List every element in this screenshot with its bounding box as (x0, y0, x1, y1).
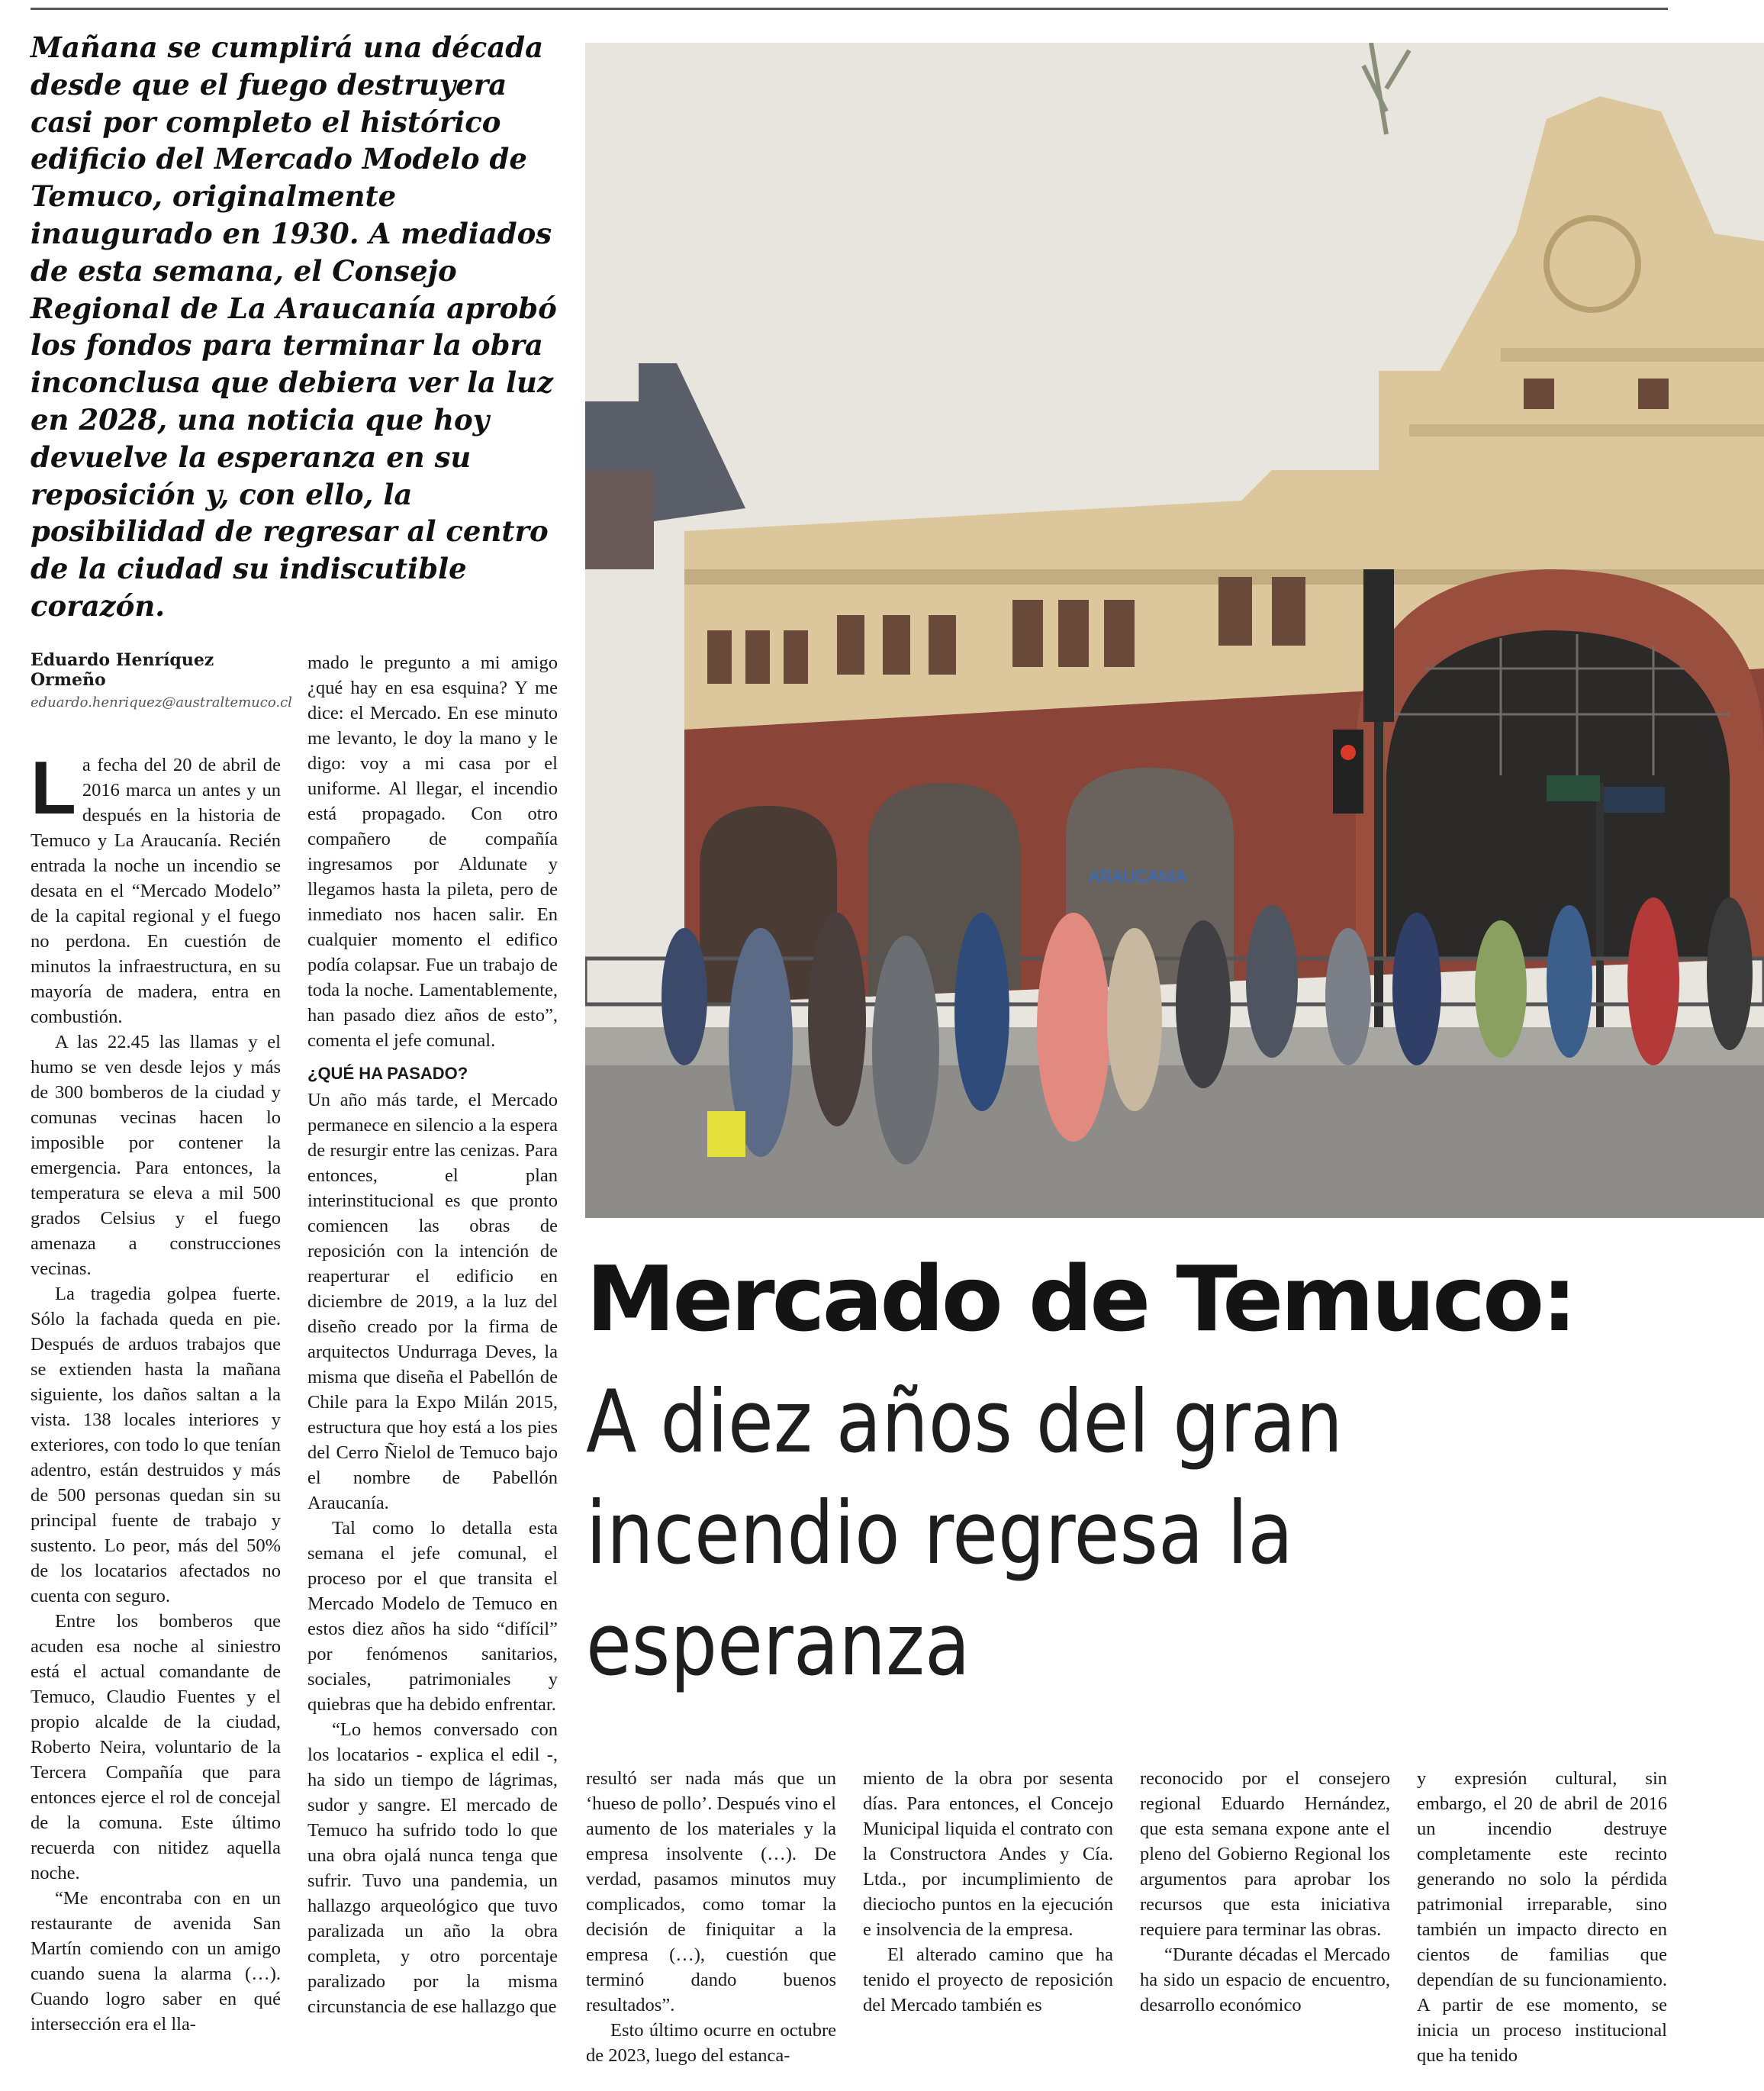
body-column-5 (1140, 1766, 1390, 2018)
market-facade-photo (585, 43, 1764, 1218)
body-paragraph: miento de la obra por sesenta días. Para entonces, el Concejo Municipal liquida el contrato con la Constructora Andes y Cía. Ltda., por incumplimiento de dieciocho puntos en la ejecución e insolvencia de la empresa. (863, 1768, 1113, 1940)
body-paragraph: y expresión cultural, sin embargo, el 20 de abril de 2016 un incendio destruye completamente este recinto generando no solo la pérdida patrimonial irreparable, sino también un impacto directo en cientos de familias que dependían de su funcionamiento. A partir de ese momento, se inicia un proceso institucional que ha tenido (1417, 1768, 1667, 2066)
body-column-1 (31, 746, 281, 2037)
body-column-3 (586, 1766, 836, 2068)
body-paragraph: El alterado camino que ha tenido el proyecto de reposición del Mercado también es (863, 1944, 1113, 2015)
section-subtitle: ¿QUÉ HA PASADO? (307, 1064, 468, 1083)
body-paragraph: A las 22.45 las llamas y el humo se ven desde lejos y más de 300 bomberos de la ciudad y comunas vecinas hacen lo imposible por contener la emergencia. Para entonces, la temperatura se eleva a mil 500 grados Celsius y el fuego amenaza a construcciones vecinas. (31, 1032, 281, 1279)
shop-sign-text: ARAUCANIA (1089, 867, 1187, 886)
top-rule (31, 8, 1668, 10)
subheadline: A diez años del gran incendio regresa la esperanza (586, 1371, 1344, 1695)
body-paragraph: resultó ser nada más que un ‘hueso de pollo’. Después vino el aumento de los materiales y la empresa insolvente (…). De verdad, pasamos minutos muy complicados, como tomar la decisión de finiquitar a la empresa (…), cuestión que terminó dando buenos resultados”. (586, 1768, 836, 2015)
lead-paragraph: Mañana se cumplirá una década desde que el fuego destruyera casi por completo el histórico edificio del Mercado Modelo de Temuco, originalmente inaugurado en 1930. A mediados de esta semana, el Consejo Regional de La Araucanía aprobó los fondos para terminar la obra inconclusa que debiera ver la luz en 2028, una noticia que hoy devuelve la esperanza en su reposición y, con ello, la posibilidad de regresar al centro de la ciudad su indiscutible corazón. (31, 31, 557, 623)
byline (31, 650, 290, 710)
body-column-2 (307, 650, 558, 2019)
body-column-4 (863, 1766, 1113, 2018)
author-name: Eduardo Henríquez Ormeño (31, 650, 214, 690)
body-paragraph: Un año más tarde, el Mercado permanece en silencio a la espera de resurgir entre las cenizas. Para entonces, el plan interinstitucional es que pronto comiencen las obras de reposición con la intención de reaperturar el edificio en diciembre de 2019, a la luz del diseño creado por la firma de arquitectos Undurraga Deves, la misma que diseña el Pabellón de Chile para la Expo Milán 2015, estructura que hoy está a los pies del Cerro Ñielol de Temuco bajo el nombre de Pabellón Araucanía. (307, 1090, 558, 1513)
author-email[interactable]: eduardo.henriquez@australtemuco.cl (31, 694, 292, 710)
body-paragraph: Esto último ocurre en octubre de 2023, luego del estanca- (586, 2020, 836, 2066)
body-paragraph: “Lo hemos conversado con los locatarios - explica el edil -, ha sido un tiempo de lágrimas, sudor y sangre. El mercado de Temuco ha sufrido todo lo que una obra ojalá nunca tenga que sufrir. Tuvo una pandemia, un hallazgo arqueológico que tuvo paralizada un año la obra completa, y otro porcentaje paralizado por la misma circunstancia de ese hallazgo que (307, 1719, 558, 2017)
body-paragraph: “Durante décadas el Mercado ha sido un espacio de encuentro, desarrollo económico (1140, 1944, 1390, 2015)
body-paragraph: La fecha del 20 de abril de 2016 marca un antes y un después en la historia de Temuco y La Araucanía. Recién entrada la noche un incendio se desata en el “Mercado Modelo” de la capital regional y el fuego no perdona. En cuestión de minutos la infraestructura, en su mayoría de madera, entra en combustión. (31, 746, 281, 1027)
body-column-6 (1417, 1766, 1667, 2068)
body-paragraph: reconocido por el consejero regional Eduardo Hernández, que esta semana expone ante el pleno del Gobierno Regional los argumentos para aprobar los recursos que esta iniciativa requiere para terminar las obras. (1140, 1768, 1390, 1940)
body-paragraph: mado le pregunto a mi amigo ¿qué hay en esa esquina? Y me dice: el Mercado. En ese minuto me levanto, le doy la mano y le digo: voy a mi casa por el uniforme. Al llegar, el incendio está propagado. Con otro compañero de compañía ingresamos por Aldunate y llegamos hasta la pileta, pero de inmediato nos hacen salir. En cualquier momento el edifico podía colapsar. Fue un trabajo de toda la noche. Lamentablemente, han pasado diez años de esto”, comenta el jefe comunal. (307, 652, 558, 1051)
headline: Mercado de Temuco: (586, 1246, 1575, 1352)
body-paragraph: Tal como lo detalla esta semana el jefe comunal, el proceso por el que transita el Mercado Modelo de Temuco en estos diez años ha sido “difícil” por fenómenos sanitarios, sociales, patrimoniales y quiebras que ha debido enfrentar. (307, 1518, 558, 1715)
body-paragraph: “Me encontraba con en un restaurante de avenida San Martín comiendo con un amigo cuando suena la alarma (…). Cuando logro saber en qué intersección era el lla- (31, 1888, 281, 2035)
body-paragraph: La tragedia golpea fuerte. Sólo la fachada queda en pie. Después de arduos trabajos que se extienden hasta la mañana siguiente, los daños saltan a la vista. 138 locales interiores y exteriores, con todo lo que tenían adentro, están destruidos y más de 500 personas quedan sin su principal fuente de trabajo y sustento. Lo peor, más del 50% de los locatarios afectados no cuenta con seguro. (31, 1284, 281, 1606)
body-paragraph: Entre los bomberos que acuden esa noche al siniestro está el actual comandante de Temuco, Claudio Fuentes y el propio alcalde de la ciudad, Roberto Neira, voluntario de la Tercera Compañía que para entonces ejerce el rol de concejal de la comuna. Este último recuerda con nitidez aquella noche. (31, 1611, 281, 1883)
